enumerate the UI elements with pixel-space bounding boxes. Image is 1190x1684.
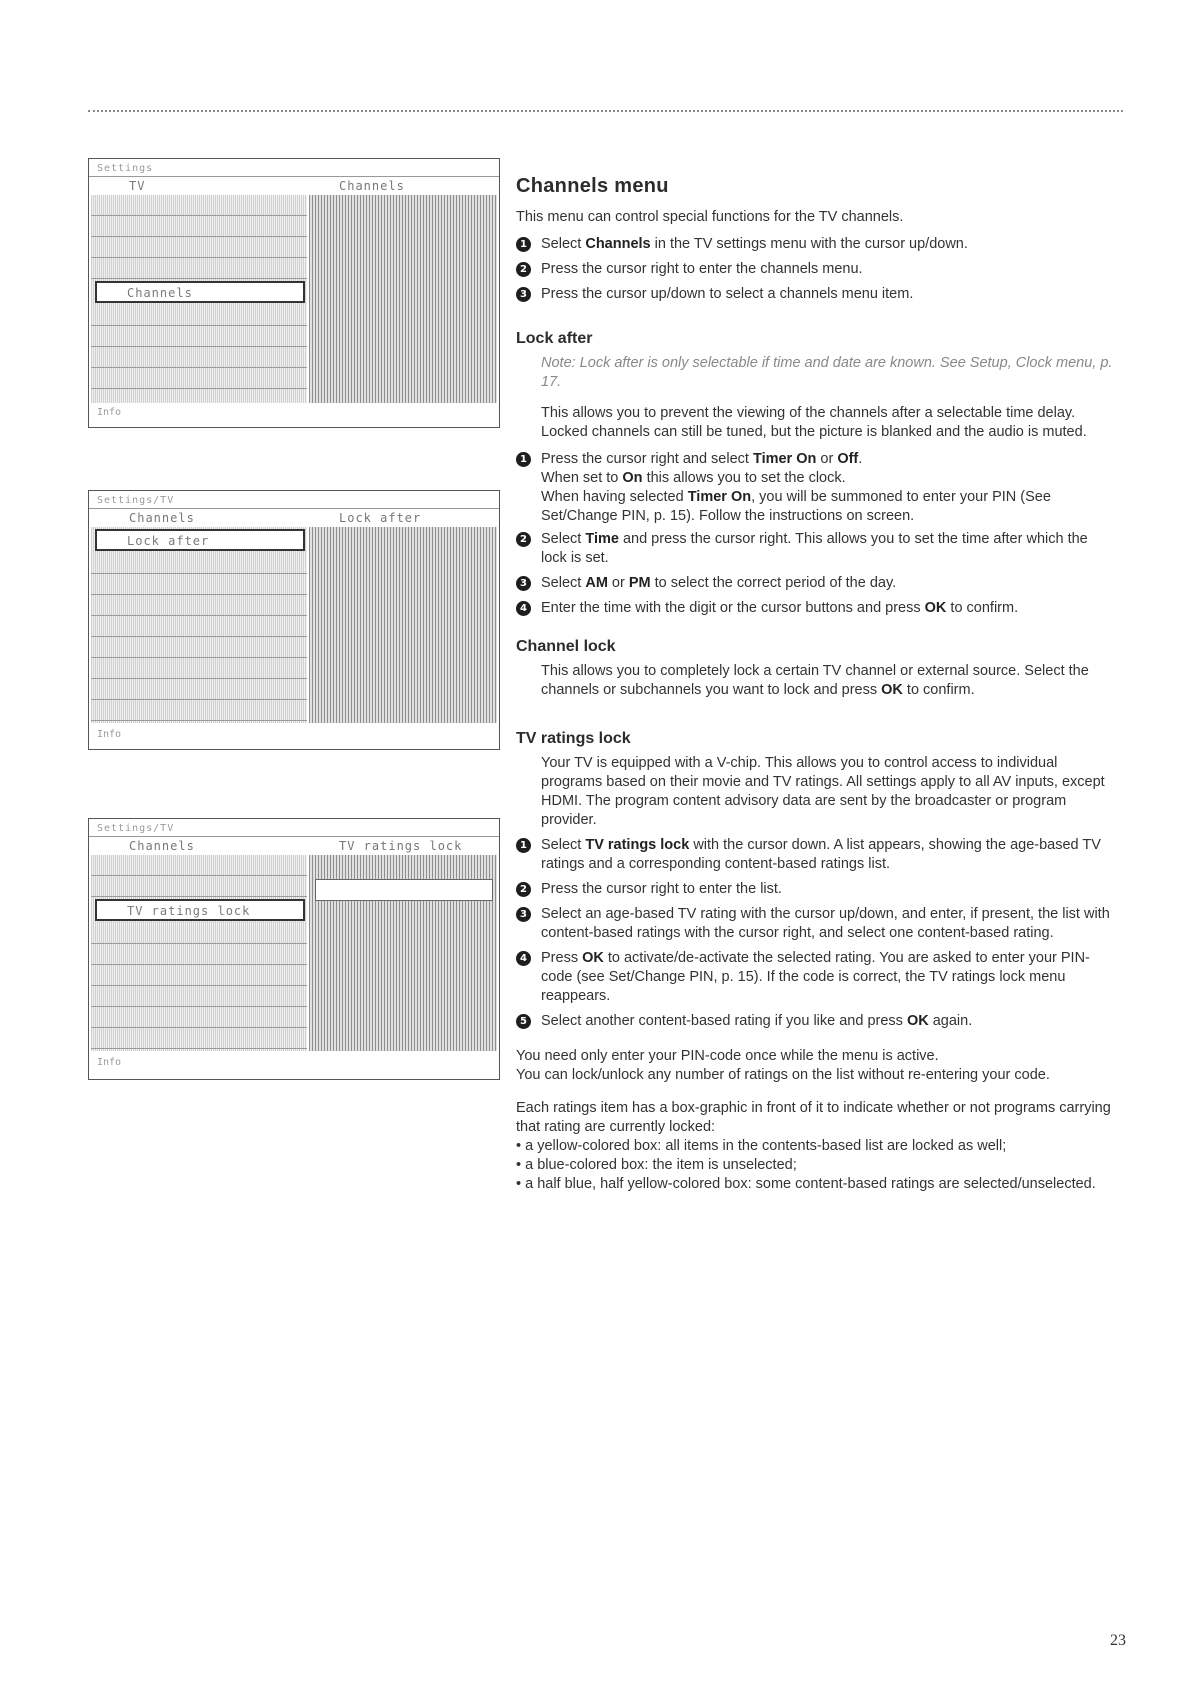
left-column-header: Channels: [129, 839, 195, 853]
step-bold-term: PM: [628, 575, 651, 591]
step-number-badge: 1: [516, 237, 531, 252]
tv-ratings-step-4: [516, 949, 1116, 1006]
menu-row[interactable]: [91, 658, 307, 679]
step-text: and press the cursor right. This allows you to set the time after which the lock is set.: [541, 531, 1088, 566]
channels-menu-screenshot: [88, 158, 500, 428]
step-bold-term: Timer On: [752, 451, 817, 467]
lock-after-title: Lock after: [516, 330, 593, 347]
left-column-header: TV: [129, 179, 146, 193]
step-text: Select: [541, 236, 586, 252]
menu-row[interactable]: [91, 574, 307, 595]
step-text: Select an age-based TV rating with the cursor up/down, and enter, if present, the list with content-based ratings with the cursor right, and select one content-based rating.: [541, 906, 1110, 941]
lock-after-screenshot: [88, 490, 500, 750]
menu-row[interactable]: [91, 553, 307, 574]
step-text: .: [858, 451, 863, 467]
channel-lock-title: Channel lock: [516, 638, 616, 655]
pin-note-line-1: You need only enter your PIN-code once while the menu is active.: [516, 1048, 939, 1064]
menu-row[interactable]: [91, 347, 307, 368]
step-text: with the cursor down. A list appears, showing the age-based TV ratings and a corresponding content-based ratings list.: [541, 837, 1101, 872]
selected-menu-item[interactable]: TV ratings lock: [95, 899, 305, 921]
info-label: Info: [97, 729, 122, 740]
menu-row[interactable]: [91, 237, 307, 258]
tv-ratings-step-3: [516, 905, 1116, 943]
breadcrumb: Settings: [97, 163, 154, 174]
step-text: Select: [541, 837, 586, 853]
menu-row[interactable]: [91, 195, 307, 216]
step-text: or: [816, 451, 838, 467]
header-divider: [89, 836, 499, 837]
step-number-badge: 3: [516, 576, 531, 591]
menu-row[interactable]: [91, 986, 307, 1007]
menu-row[interactable]: [91, 258, 307, 279]
step-text: or: [607, 575, 629, 591]
step-number-badge: 3: [516, 287, 531, 302]
menu-row[interactable]: [91, 855, 307, 876]
header-divider: [89, 508, 499, 509]
page-number: 23: [1110, 1632, 1126, 1649]
step-number-badge: 4: [516, 601, 531, 616]
bullet-half-box: • a half blue, half yellow-colored box: some content-based ratings are selected/unselected.: [516, 1176, 1096, 1192]
header-divider: [89, 176, 499, 177]
step-text: again.: [928, 1013, 973, 1029]
step-bold-term: Time: [585, 531, 619, 547]
submenu-pane: [309, 195, 497, 403]
selected-menu-item[interactable]: Channels: [95, 281, 305, 303]
menu-row[interactable]: [91, 216, 307, 237]
step-bold-term: Timer On: [687, 489, 752, 505]
step-number-badge: 2: [516, 262, 531, 277]
step-text: this allows you to set the clock.: [642, 470, 846, 486]
step-bold-term: Off: [837, 451, 859, 467]
menu-row[interactable]: [91, 679, 307, 700]
menu-row[interactable]: [91, 965, 307, 986]
step-number-badge: 5: [516, 1014, 531, 1029]
lock-after-section: [516, 330, 1116, 618]
step-bold-term: OK: [906, 1013, 929, 1029]
step-text: to confirm.: [946, 600, 1019, 616]
menu-row[interactable]: [91, 1007, 307, 1028]
lock-after-body: This allows you to prevent the viewing of the channels after a selectable time delay. Locked channels can still be tuned, but the picture is blanked and the audio is muted.: [541, 405, 1087, 440]
tv-ratings-step-5: [516, 1012, 1116, 1031]
step-text: Enter the time with the digit or the cursor buttons and press: [541, 600, 925, 616]
menu-list-pane: [91, 195, 307, 403]
menu-row[interactable]: [91, 876, 307, 897]
right-column-header: TV ratings lock: [339, 839, 463, 853]
menu-row[interactable]: [91, 1028, 307, 1049]
step-text: When set to: [541, 470, 623, 486]
step-number-badge: 1: [516, 838, 531, 853]
channels-step-3: [516, 285, 1116, 304]
tv-ratings-lock-screenshot: [88, 818, 500, 1080]
menu-row[interactable]: [91, 923, 307, 944]
tv-ratings-body: Your TV is equipped with a V-chip. This allows you to control access to individual programs based on their movie and TV ratings. All settings apply to all AV inputs, except HDMI. The program content advisory data are sent by the broadcaster or program provider.: [541, 755, 1105, 828]
tv-ratings-lock-title: TV ratings lock: [516, 730, 631, 747]
right-column-header: Lock after: [339, 511, 422, 525]
left-column-header: Channels: [129, 511, 195, 525]
step-number-badge: 3: [516, 907, 531, 922]
step-text: in the TV settings menu with the cursor up/down.: [650, 236, 968, 252]
submenu-pane: [309, 527, 497, 723]
pin-note-line-2: You can lock/unlock any number of ratings on the list without re-entering your code.: [516, 1067, 1050, 1083]
box-graphic-paragraph: Each ratings item has a box-graphic in front of it to indicate whether or not programs carrying that rating are currently locked:: [516, 1100, 1111, 1135]
selected-menu-item[interactable]: Lock after: [95, 529, 305, 551]
step-number-badge: 2: [516, 882, 531, 897]
lock-after-step-2: [516, 530, 1116, 568]
step-number-badge: 4: [516, 951, 531, 966]
step-text: Press the cursor up/down to select a channels menu item.: [541, 286, 914, 302]
step-bold-term: OK: [582, 950, 604, 966]
channel-lock-body: [516, 662, 1116, 700]
info-label: Info: [97, 1057, 122, 1068]
right-column-header: Channels: [339, 179, 405, 193]
step-text: Press the cursor right and select: [541, 451, 753, 467]
step-text: Select: [541, 531, 586, 547]
step-text: to select the correct period of the day.: [650, 575, 897, 591]
step-text: Press the cursor right to enter the list.: [541, 881, 782, 897]
step-bold-term: OK: [924, 600, 947, 616]
ratings-list-box[interactable]: [315, 879, 493, 901]
menu-row[interactable]: [91, 368, 307, 389]
menu-row[interactable]: [91, 637, 307, 658]
step-text: Select another content-based rating if you like and press: [541, 1013, 907, 1029]
step-text: Press: [541, 950, 583, 966]
body-text: This allows you to completely lock a certain TV channel or external source. Select the channels or subchannels you want to lock and press: [541, 663, 1089, 698]
breadcrumb: Settings/TV: [97, 495, 175, 506]
menu-row[interactable]: [91, 700, 307, 721]
step-bold-term: On: [622, 470, 643, 486]
channel-lock-section: [516, 638, 1116, 700]
step-bold-term: AM: [585, 575, 608, 591]
step-text: , you will be summoned to enter your PIN (See Set/Change PIN, p. 15). Follow the instructions on screen.: [541, 489, 1051, 524]
lock-after-step-4: [516, 599, 1116, 618]
tv-ratings-lock-section: [516, 730, 1116, 1194]
lock-after-note: Note: Lock after is only selectable if time and date are known. See Setup, Clock menu, p. 17.: [541, 355, 1113, 390]
menu-row[interactable]: [91, 595, 307, 616]
bullet-yellow-box: • a yellow-colored box: all items in the contents-based list are locked as well;: [516, 1138, 1007, 1154]
step-bold-term: Channels: [585, 236, 651, 252]
bullet-blue-box: • a blue-colored box: the item is unselected;: [516, 1157, 797, 1173]
submenu-pane: [309, 855, 497, 1051]
lock-after-step-1: [516, 450, 1116, 526]
step-text: When having selected: [541, 489, 688, 505]
step-bold-term: TV ratings lock: [585, 837, 690, 853]
step-text: Select: [541, 575, 586, 591]
channels-menu-intro: This menu can control special functions for the TV channels.: [516, 209, 904, 225]
menu-row[interactable]: [91, 616, 307, 637]
tv-ratings-step-2: [516, 880, 1116, 899]
top-dotted-rule: [88, 110, 1123, 112]
menu-list-pane: [91, 855, 307, 1051]
step-number-badge: 2: [516, 532, 531, 547]
step-text: to activate/de-activate the selected rating. You are asked to enter your PIN-code (see Set/Change PIN, p. 15). If the code is correct, the TV ratings lock menu reappears.: [541, 950, 1090, 1004]
menu-list-pane: [91, 527, 307, 723]
body-text: to confirm.: [902, 682, 975, 698]
lock-after-step-3: [516, 574, 1116, 593]
channels-menu-title: Channels menu: [516, 175, 669, 197]
info-label: Info: [97, 407, 122, 418]
channels-step-2: [516, 260, 1116, 279]
tv-ratings-step-1: [516, 836, 1116, 874]
breadcrumb: Settings/TV: [97, 823, 175, 834]
text-column: [516, 175, 1116, 1194]
step-text: Press the cursor right to enter the channels menu.: [541, 261, 863, 277]
channels-step-1: [516, 235, 1116, 254]
menu-row[interactable]: [91, 944, 307, 965]
step-number-badge: 1: [516, 452, 531, 467]
menu-row[interactable]: [91, 326, 307, 347]
bold-term: OK: [881, 682, 903, 698]
menu-row[interactable]: [91, 305, 307, 326]
